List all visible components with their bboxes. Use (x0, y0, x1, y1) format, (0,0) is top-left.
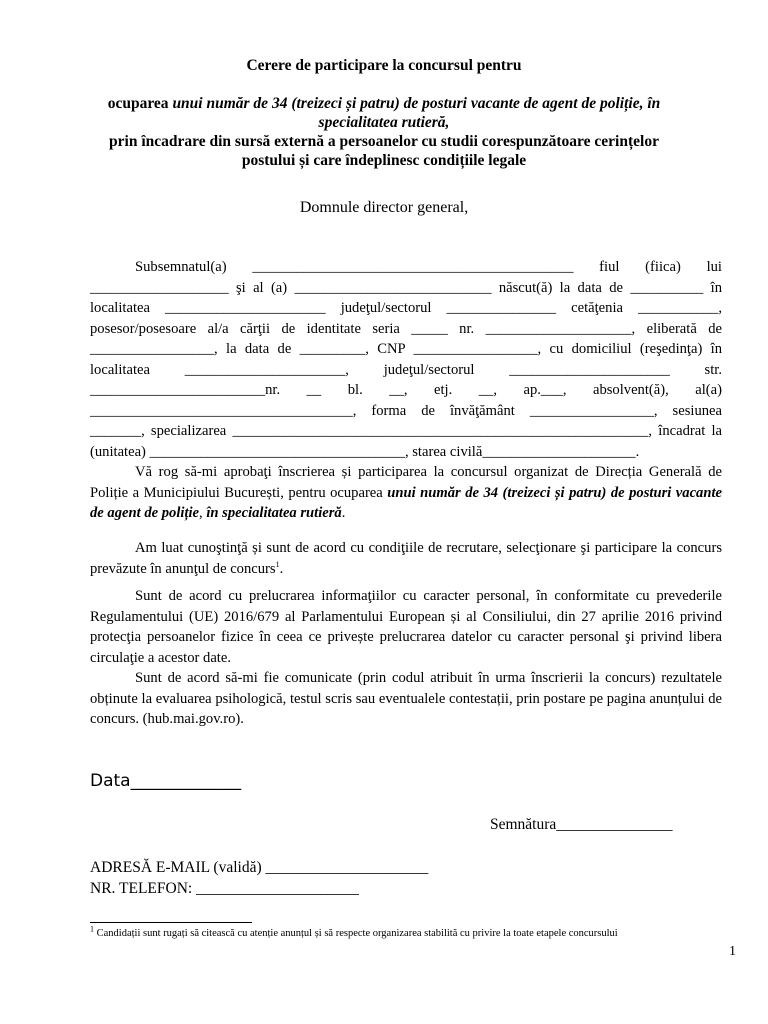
request-position-text: unui număr de 34 (treizeci și patru) de posturi vacante de agent de poliție (90, 484, 723, 521)
document-title: Cerere de participare la concursul pentru (246, 57, 522, 74)
request-specialty-text: în specialitatea rutieră (206, 505, 342, 521)
subtitle-line-1 (90, 94, 678, 132)
footnote-mark: 1 (90, 924, 94, 934)
request-paragraph (90, 462, 722, 524)
phone-field: NR. TELEFON: _____________________ (90, 880, 359, 897)
subtitle-line-2: prin încadrare din sursă externă a persoanelor cu studii corespunzătoare cerințelor postului și care îndeplinesc condițiile legale (109, 133, 659, 169)
acknowledgement-text: Am luat cunoştinţă și sunt de acord cu condiţiile de recrutare, selecţionare şi participare la concurs prevăzute în anunţul de concurs (90, 540, 722, 577)
salutation: Domnule director general, (299, 199, 469, 216)
subtitle-prefix: ocuparea (107, 95, 173, 112)
personal-data-form: Subsemnatul(a) ____________________________________________ fiul (fiica) lui ___________________ şi al (a) ___________________________ născut(ă) la data de __________ în localitatea ______________________ judeţul/sectorul _______________ cetăţenia ___________, posesor/posesoare al/a cărţii de identitate seria _____ nr. ____________________, eliberată de _________________, la data de _________, CNP _________________, cu domiciliul (reşedinţa) în localitatea ______________________, judeţul/sectorul ______________________ str. ________________________nr. __ bl. __, etj. __, ap.___, absolvent(ă), al(a) ____________________________________, forma de învăţământ _________________, sesiunea _______, specializarea _________________________________________________________, încadrat la (unitatea) ___________________________________, starea civilă_____________________. (90, 259, 722, 460)
footnote (90, 924, 730, 939)
footnote-divider (90, 922, 252, 923)
date-field: Data_____________ (90, 771, 242, 791)
page-number: 1 (729, 944, 736, 959)
footnote-reference: 1 (275, 559, 280, 569)
request-separator: , (199, 505, 207, 521)
request-text: Vă rog să-mi aprobaţi înscrierea și participarea la concursul organizat de Direcția Generală de Poliție a Municipiului București, pentru ocuparea (90, 464, 722, 501)
gdpr-consent-paragraph: Sunt de acord cu prelucrarea informaţiilor cu caracter personal, în conformitate cu prevederile Regulamentului (UE) 2016/679 al Parlamentului European și al Consiliului, din 27 aprilie 2016 privind protecţia persoanelor fizice în ceea ce privește prelucrarea datelor cu caracter personal şi privind libera circulaţie a acestor date. (90, 588, 722, 666)
acknowledgement-end: . (279, 560, 284, 577)
footnote-text: Candidații sunt rugați să citească cu atenție anunțul și să respecte organizarea stabilită cu privire la toate etapele concursului (94, 928, 618, 939)
results-consent-paragraph: Sunt de acord să-mi fie comunicate (prin codul atribuit în urma înscrierii la concurs) rezultatele obținute la evaluarea psihologică, testul scris sau eventualele contestații, prin postare pe pagina anunțului de concurs. (hub.mai.gov.ro). (90, 670, 722, 727)
request-end: . (341, 505, 346, 521)
acknowledgement-paragraph (90, 538, 722, 579)
email-field: ADRESĂ E-MAIL (validă) _____________________ (90, 859, 429, 876)
signature-field: Semnătura_______________ (490, 816, 673, 833)
subtitle-italic: unui număr de 34 (treizeci și patru) de posturi vacante de agent de poliție, în specialitatea rutieră, (172, 95, 661, 131)
